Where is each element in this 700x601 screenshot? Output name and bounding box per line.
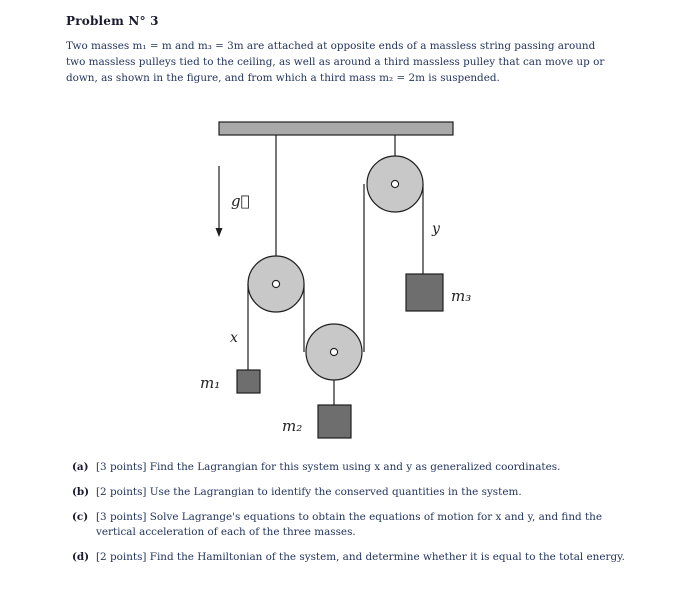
mass-m1 [237, 370, 260, 393]
question-text: [2 points] Find the Hamiltonian of the system, and determine whether it is equal to the total energy. [96, 551, 625, 563]
problem-statement-line: down, as shown in the figure, and from which a third mass m₂ = 2m is suspended. [66, 72, 500, 84]
problem-statement-line: two massless pulleys tied to the ceiling, as well as around a third massless pulley that can move up or [66, 56, 605, 68]
movable-pulley-axle [330, 348, 337, 355]
question-text: [3 points] Find the Lagrangian for this system using x and y as generalized coordinates. [96, 461, 561, 473]
question-label: (a) [72, 461, 89, 473]
mass-m3 [406, 274, 443, 311]
right-pulley-axle [391, 180, 398, 187]
gravity-label: g⃗ [231, 192, 250, 210]
question-d [72, 550, 632, 565]
mass-m3-label: m₃ [451, 287, 472, 305]
question-label: (b) [72, 486, 90, 498]
question-list [72, 460, 632, 575]
pulley-diagram [180, 112, 520, 452]
question-label: (c) [72, 511, 89, 523]
y-coordinate-label: y [432, 221, 440, 237]
problem-statement [66, 38, 626, 86]
question-c [72, 510, 632, 540]
left-pulley-axle [272, 280, 279, 287]
question-text: [2 points] Use the Lagrangian to identify the conserved quantities in the system. [96, 486, 522, 498]
mass-m1-label: m₁ [200, 374, 221, 392]
pulley-system-figure [180, 112, 520, 452]
question-text: [3 points] Solve Lagrange's equations to obtain the equations of motion for x and y, and find the vertical acceleration of each of the three masses. [96, 511, 603, 538]
problem-title: Problem N° 3 [66, 14, 159, 28]
question-b [72, 485, 632, 500]
x-coordinate-label: x [230, 330, 238, 346]
ceiling-bar [219, 122, 453, 135]
problem-statement-line: Two masses m₁ = m and m₃ = 3m are attached at opposite ends of a massless string passing around [66, 40, 596, 52]
mass-m2-label: m₂ [282, 417, 303, 435]
gravity-arrow-head [216, 228, 223, 237]
question-label: (d) [72, 551, 90, 563]
question-a [72, 460, 632, 475]
mass-m2 [318, 405, 351, 438]
